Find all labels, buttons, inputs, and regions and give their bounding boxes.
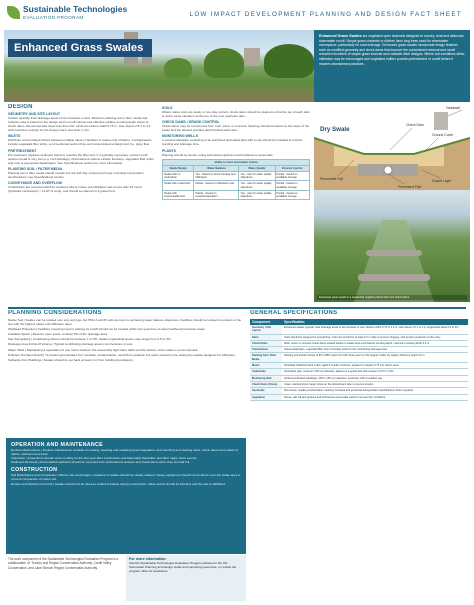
swale-photo bbox=[314, 190, 470, 302]
check-dam-shape bbox=[358, 274, 430, 281]
spec-key: Monitoring Well bbox=[250, 375, 282, 381]
construction-text: Soil Disturbance and Compaction | Before site work begins, locations of swales should be clearly marked. Heavy equipment should not be driven over the swale area to prevent compaction of native soil. bbox=[11, 473, 241, 482]
spec-key: Planting Soil / Filter Media bbox=[250, 353, 282, 363]
footer-credits: The work component of the Sustainable Technologies Evaluation Program is a collaboration of: Toronto and Region Conservation Authority, Credit Valley Conservation, and Lake Simcoe Region Conservation Authority. bbox=[8, 557, 119, 570]
design-text: Planting soil or filter media should contain low silt and clay content and meet municipal composition specifications; see Specifications section. bbox=[8, 170, 144, 179]
design-sub: INLETS bbox=[8, 134, 21, 139]
table-cell: Partial - based on infiltration rate bbox=[194, 181, 239, 190]
table-row bbox=[250, 394, 468, 400]
diagram-label: Check Dam bbox=[406, 123, 424, 127]
logo-subtitle: EVALUATION PROGRAM bbox=[23, 14, 84, 20]
design-text: Underdrains are recommended for locations where native soil infiltration rate is less than 15 mm/h (hydraulic conductivity < 1x10^-6 cm/s), and should be placed on a gravel bed. bbox=[8, 185, 142, 194]
tree-shape bbox=[164, 58, 192, 78]
intro-lead: Enhanced Grass Swales bbox=[319, 34, 362, 38]
table-cell: Yes - rate for water quality objectives bbox=[239, 190, 275, 199]
more-info-text: Visit the Sustainable Technologies Evaluation Program website for the LID Stormwater Planning and Design Guide and supporting resources, or contact the program office for assistance. bbox=[129, 561, 237, 573]
diagram-label: Headwall bbox=[446, 106, 460, 110]
spec-key: Mulch bbox=[250, 363, 282, 369]
spec-key: Geotextile bbox=[250, 388, 282, 394]
table-cell: Partial - based on available storage bbox=[275, 181, 309, 190]
table-cell: Partial - based on available storage bbox=[275, 172, 309, 181]
operations-text: Routine Maintenance | Routine maintenance consists of mowing, weeding and replacing dead vegetation, and checking and clearing inlets, check dams and outlets of debris, sediment and trash. bbox=[11, 448, 238, 457]
spec-key: Geometry / Site Layout bbox=[250, 325, 282, 334]
logo-title: Sustainable Technologies bbox=[23, 4, 128, 14]
table-col-header: Swale Design bbox=[163, 165, 194, 171]
spec-key: Pretreatment bbox=[250, 347, 282, 353]
specs-col-header: Specification bbox=[282, 319, 468, 325]
spec-value: Vertical perforated standpipe, 100 to 150 mm diameter, anchored, with a lockable cap. bbox=[282, 375, 468, 381]
design-text: Check dams may be constructed from rock, stone or concrete. Spacing should be based on the slope of the swale and the desired ponding depth behind each dam. bbox=[162, 124, 310, 133]
design-column-1 bbox=[8, 104, 156, 304]
spec-key: Check Dams (Stone) bbox=[250, 381, 282, 387]
fact-sheet-label: LOW IMPACT DEVELOPMENT PLANNING AND DESIGN FACT SHEET bbox=[189, 11, 462, 18]
logo[interactable] bbox=[7, 5, 127, 20]
design-sub: PRETREATMENT bbox=[8, 148, 37, 153]
design-text: Pre-treatment captures sediment before it reaches the filter bed. It is typically necessary, unless runoff sediment load is very low (e.g. roof drainage). Pretreatment options include forebays, vegetated filter strips and rock or pea gravel diaphragms. See Specifications section for more information. bbox=[8, 152, 154, 165]
design-sub: CHECK DAMS / GRADE CONTROL bbox=[162, 120, 220, 125]
spec-key: Underdrain bbox=[250, 369, 282, 375]
table-row bbox=[163, 190, 310, 199]
design-text: Where native soils are sandy or low clay content, check dams should be spaced so that the top of each dam is at the same elevation as the toe of the next upstream dam. bbox=[162, 110, 310, 119]
design-sub: PLANTING SOIL / FILTER MEDIA bbox=[8, 166, 63, 171]
photo-caption: Enhanced grass swale in a residential neighbourhood with rock check dams. bbox=[317, 295, 467, 300]
operations-text: Sediment Removal | Accumulated sediment should be removed from pretreatment devices and check dams when they are half full. bbox=[11, 460, 190, 465]
section-divider bbox=[8, 307, 466, 309]
spec-key: Inlets bbox=[250, 334, 282, 340]
design-sub: GEOMETRY AND SITE LAYOUT bbox=[8, 112, 61, 116]
table-cell: Yes - rate for water quality objectives bbox=[239, 181, 275, 190]
operations-heading: OPERATION AND MAINTENANCE bbox=[11, 442, 103, 448]
construction-text: Erosion and Sediment Control | Swales should not be used as sediment basins during construction. Inflow points should be blocked until the site is stabilized. bbox=[11, 481, 226, 486]
table-col-header: Erosion Control bbox=[275, 165, 309, 171]
table-cell: Swale with impermeable liner bbox=[163, 190, 194, 199]
design-column-2 bbox=[162, 104, 310, 304]
logo-text bbox=[23, 5, 127, 20]
operations-panel bbox=[6, 438, 246, 554]
table-row bbox=[250, 353, 468, 363]
diagram-label: Gravel Layer bbox=[432, 179, 452, 183]
page-title: Enhanced Grass Swales bbox=[8, 39, 152, 57]
tree-shape bbox=[264, 44, 314, 78]
design-text: Distribute concentrated inflows between multiple inlets or facilities to reduce risk of failure. Configurations include vegetated filter strips, a conventional section flow and concentrated underground (i.e. pipe) flow. bbox=[8, 138, 152, 147]
table-col-header: Water Balance bbox=[194, 165, 239, 171]
table-cell: Yes - based on stone storage and infiltration bbox=[194, 172, 239, 181]
design-heading: DESIGN bbox=[8, 104, 33, 110]
building-shape bbox=[244, 48, 260, 66]
hero-photo bbox=[4, 30, 314, 102]
criteria-table-head: Ability to meet stormwater criteria bbox=[163, 159, 310, 165]
tree-shape bbox=[204, 48, 244, 78]
table-cell: Partial - based on available storage bbox=[275, 190, 309, 199]
spec-value: Rock, stone or concrete check dams spaced based on swale slope and desired ponding depth; maximum ponding depth 0.3 m. bbox=[282, 340, 468, 346]
design-sub: CONVEYANCE AND OVERFLOW bbox=[8, 181, 62, 186]
spec-key: Check Dams bbox=[250, 340, 282, 346]
planning-para: Site Topography | Contributing slopes should be between 1 to 5%. Swale longitudinal slopes may range from 0.5 to 4%. bbox=[8, 337, 172, 342]
table-row bbox=[163, 172, 310, 181]
table-cell: Yes - rate for water quality objectives bbox=[239, 172, 275, 181]
construction-heading: CONSTRUCTION bbox=[11, 467, 58, 474]
swale-channel-shape bbox=[354, 220, 434, 302]
design-text: Swales typically treat drainage areas of two hectares or less. Minimum planting soil or filter media bed footprint area is based on the design storm runoff volume and effective surface ponding depth below of check dams. Recommended slope less than 4%; minimum bottom width 0.75 m; side slopes 2.5:1 to 4:1 with maximum velocity for the design storm less than 1 m/s. bbox=[8, 116, 151, 133]
specs-col-header: Component bbox=[250, 319, 282, 325]
table-row bbox=[250, 325, 468, 334]
specs-heading: GENERAL SPECIFICATIONS bbox=[250, 310, 338, 316]
spec-value: Inlets should be designed to spread flow; curb cuts should be at least 0.3 m wide to prevent clogging, with erosion protection at the entry. bbox=[282, 334, 468, 340]
spec-value: Shredded hardwood bark mulch, aged 6 months minimum, applied to a depth of 75 mm where used. bbox=[282, 363, 468, 369]
diagram-label: Ground Cover bbox=[432, 133, 454, 137]
spec-value: Planting soil should consist of 85 to 88% sand, 8 to 12% fines and 3 to 5% organic matter by weight. Minimum depth 0.5 m. bbox=[282, 353, 468, 363]
spec-value: Clean, washed stone; larger stone on the downstream face to prevent erosion. bbox=[282, 381, 468, 387]
design-sub: SOILS bbox=[162, 106, 173, 110]
planning-para: Setbacks from Buildings | Swales should be set back at least 4 m from building foundations. bbox=[8, 357, 134, 362]
intro-panel bbox=[314, 30, 470, 102]
operations-text: Inspection | Inspections should occur monthly for the first year after construction and biannually thereafter, and after major storm events. bbox=[11, 456, 198, 461]
design-sub: PLANTS bbox=[162, 148, 176, 153]
check-dam-shape bbox=[366, 250, 422, 256]
more-info-heading: For more information: bbox=[129, 557, 167, 561]
planning-para: Wellhead Protection | Facilities receiving road or parking lot runoff should not be located within two-year time-of-travel wellhead protection areas. bbox=[8, 327, 206, 332]
design-text: Planting should be dense, using salt tolerant grasses and herbaceous perennials. bbox=[162, 152, 274, 157]
diagram-label: Perforated Pipe bbox=[398, 185, 422, 189]
intro-body: are vegetated open channels designed to convey, treat and attenuate stormwater runoff. Simple grass channels or ditches have long been used for stormwater conveyance, particularly for road drainage. Enhanced grass swales incorporate design features such as modified geometry and check dams that improve the contaminant removal and runoff reduction functions of simple grass channel and roadside ditch designs. Where soil conditions allow, infiltration may be encouraged and vegetated buffers provide pretreatment of runoff before it reaches downstream practices. bbox=[319, 34, 465, 66]
table-cell: Swale with underdrain bbox=[163, 181, 194, 190]
planning-para: Available Space | Reserve open space of about 5% of the drainage area. bbox=[8, 332, 108, 337]
table-cell: Swale with no underdrain bbox=[163, 172, 194, 181]
spec-value: Perforated pipe, minimum 100 mm diameter, placed on a gravel bed with a slope of 0.5 to 1.0%. bbox=[282, 369, 468, 375]
table-row bbox=[163, 181, 310, 190]
diagram-label: Permeable Soil bbox=[320, 177, 343, 181]
more-info-box bbox=[126, 555, 246, 601]
leaf-icon bbox=[7, 6, 20, 19]
criteria-table bbox=[162, 159, 310, 201]
design-text: A vertical standpipe consisting of an anchored perforated pipe with a cap should be installed to monitor ponding and drainage time. bbox=[162, 138, 303, 147]
general-specifications bbox=[250, 310, 468, 602]
dry-swale-diagram bbox=[314, 102, 470, 190]
spec-value: Enhanced swales typically treat drainage areas of two hectares or less. Bottom width 0.75 to 3.0 m; side slopes 2.5:1 to 4:1; longitudinal slope 0.5 to 4%. bbox=[282, 325, 468, 334]
planning-para: Native Soil | Swales can be located over any soil type, but HSG A and B soils are best for achieving water balance objectives. Facilities should be located in portions of the site with the highest native soil infiltration rates. bbox=[8, 318, 242, 327]
table-cell: Partial - based on evapotranspiration bbox=[194, 190, 239, 199]
planning-para: Water Table | Maintaining a separation of one metre between the seasonally high water table and the bottom of the swale is recommended. bbox=[8, 347, 199, 352]
spec-value: Non-woven needle-punched fabric meeting municipal and provincial transportation specifications where required. bbox=[282, 388, 468, 394]
specs-table bbox=[250, 319, 468, 401]
table-col-header: Water Quality bbox=[239, 165, 275, 171]
planning-para: Drainage Area & Runoff Volume | Typical contributing drainage area is two hectares or less. bbox=[8, 342, 134, 347]
spec-value: Gravel diaphragm, vegetated filter strip or forebay sized for the contributing drainage area. bbox=[282, 347, 468, 353]
specs-body bbox=[250, 325, 468, 400]
spec-key: Vegetation bbox=[250, 394, 282, 400]
planning-section bbox=[8, 310, 244, 436]
diagram-title: Dry Swale bbox=[320, 126, 350, 133]
design-sub: MONITORING WELLS bbox=[162, 134, 198, 139]
planning-heading: PLANNING CONSIDERATIONS bbox=[8, 310, 102, 316]
header bbox=[0, 0, 474, 30]
planning-para: Pollution Hot Spot Runoff | To protect groundwater from possible contamination, runoff from pollution hot spots should not be treated by swales designed for infiltration. bbox=[8, 352, 236, 357]
footer bbox=[6, 555, 246, 601]
spec-value: Dense, salt tolerant grasses and herbaceous perennials suited to wet and dry conditions. bbox=[282, 394, 468, 400]
